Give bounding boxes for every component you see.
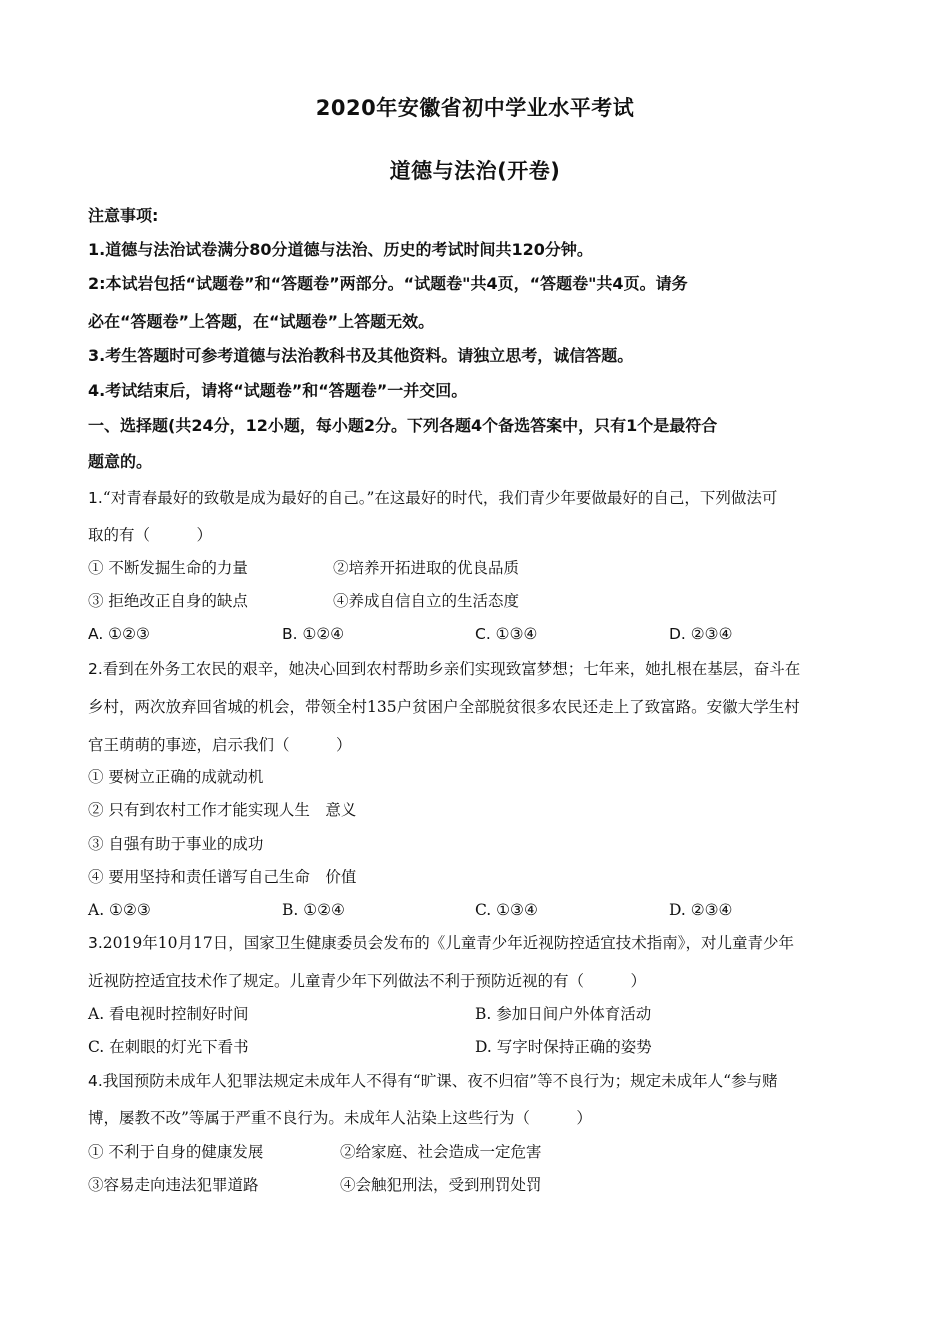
question-4-stem <box>88 1071 778 1091</box>
question-3-number: 3. <box>88 934 103 952</box>
question-4-statement-1: ① 不利于自身的健康发展 <box>88 1143 264 1161</box>
exam-title: 2020年安徽省初中学业水平考试 <box>315 96 635 120</box>
question-1-statement-4: ④养成自信自立的生活态度 <box>333 592 520 610</box>
question-1-text: “对青春最好的致敬是成为最好的自己。”在这最好的时代，我们青少年要做最好的自己，下列做法可 <box>102 489 778 507</box>
question-2-option-b: B. ①②④ <box>282 901 345 919</box>
question-3-text: 2019年10月17日，国家卫生健康委员会发布的《儿童青少年近视防控适宜技术指南》，对儿童青少年 <box>102 934 794 952</box>
question-2-stem-cont-1: 乡村，两次放弃回省城的机会，带领全村135户贫困户全部脱贫很多农民还走上了致富路。安徽大学生村 <box>88 698 800 716</box>
question-1-stem-cont: 取的有（ ） <box>88 526 213 544</box>
question-3-stem-cont: 近视防控适宜技术作了规定。儿童青少年下列做法不利于预防近视的有（ ） <box>88 972 647 990</box>
question-2-statement-2: ② 只有到农村工作才能实现人生 意义 <box>88 801 357 819</box>
question-3-option-b: B. 参加日间户外体育活动 <box>475 1005 652 1023</box>
note-4: 4.考试结束后，请将“试题卷”和“答题卷”一并交回。 <box>88 381 468 400</box>
question-4-statement-2: ②给家庭、社会造成一定危害 <box>340 1143 542 1161</box>
note-2-line-1: 2:本试岩包括“试题卷”和“答题卷”两部分。“试题卷"共4页，“答题卷"共4页。请务 <box>88 274 688 293</box>
question-2-number: 2. <box>88 660 103 678</box>
question-2-text: 看到在外务工农民的艰辛，她决心回到农村帮助乡亲们实现致富梦想；七年来，她扎根在基层，奋斗在 <box>102 660 801 678</box>
question-2-stem <box>88 659 800 679</box>
question-2-statement-1: ① 要树立正确的成就动机 <box>88 768 264 786</box>
question-1-option-a: A. ①②③ <box>88 625 150 643</box>
question-2-option-d: D. ②③④ <box>669 901 733 919</box>
question-2-option-c: C. ①③④ <box>475 901 538 919</box>
question-1-number: 1. <box>88 489 103 507</box>
section-1-heading: 一、选择题(共24分，12小题，每小题2分。下列各题4个备选答案中，只有1个是最符合 <box>88 416 718 435</box>
question-1-statement-3: ③ 拒绝改正自身的缺点 <box>88 592 248 610</box>
question-4-statement-4: ④会触犯刑法，受到刑罚处罚 <box>340 1176 542 1194</box>
question-4-stem-cont: 博，屡教不改”等属于严重不良行为。未成年人沾染上这些行为（ ） <box>88 1109 592 1127</box>
question-3-option-a: A. 看电视时控制好时间 <box>88 1005 249 1023</box>
question-1-option-b: B. ①②④ <box>282 625 345 643</box>
question-1-stem <box>88 488 777 508</box>
question-1-statement-1: ① 不断发掘生命的力量 <box>88 559 248 577</box>
notes-heading: 注意事项: <box>88 206 159 225</box>
question-2-statement-3: ③ 自强有助于事业的成功 <box>88 835 264 853</box>
question-2-statement-4: ④ 要用坚持和责任谱写自己生命 价值 <box>88 868 357 886</box>
note-1: 1.道德与法治试卷满分80分道德与法治、历史的考试时间共120分钟。 <box>88 240 593 259</box>
exam-subtitle: 道德与法治(开卷) <box>389 159 561 183</box>
question-3-option-c: C. 在刺眼的灯光下看书 <box>88 1038 249 1056</box>
question-2-option-a: A. ①②③ <box>88 901 151 919</box>
note-2-line-2: 必在“答题卷”上答题，在“试题卷”上答题无效。 <box>88 312 435 331</box>
question-4-statement-3: ③容易走向违法犯罪道路 <box>88 1176 259 1194</box>
question-1-option-d: D. ②③④ <box>669 625 733 643</box>
question-1-statement-2: ②培养开拓进取的优良品质 <box>333 559 520 577</box>
note-3: 3.考生答题时可参考道德与法治教科书及其他资料。请独立思考，诚信答题。 <box>88 346 634 365</box>
question-3-stem <box>88 933 794 953</box>
question-1-option-c: C. ①③④ <box>475 625 538 643</box>
section-1-heading-cont: 题意的。 <box>88 452 153 471</box>
question-2-stem-cont-2: 官王萌萌的事迹，启示我们（ ） <box>88 736 352 754</box>
question-4-text: 我国预防未成年人犯罪法规定未成年人不得有“旷课、夜不归宿”等不良行为；规定未成年人“参与赌 <box>102 1072 778 1090</box>
question-3-option-d: D. 写字时保持正确的姿势 <box>475 1038 652 1056</box>
question-4-number: 4. <box>88 1072 103 1090</box>
